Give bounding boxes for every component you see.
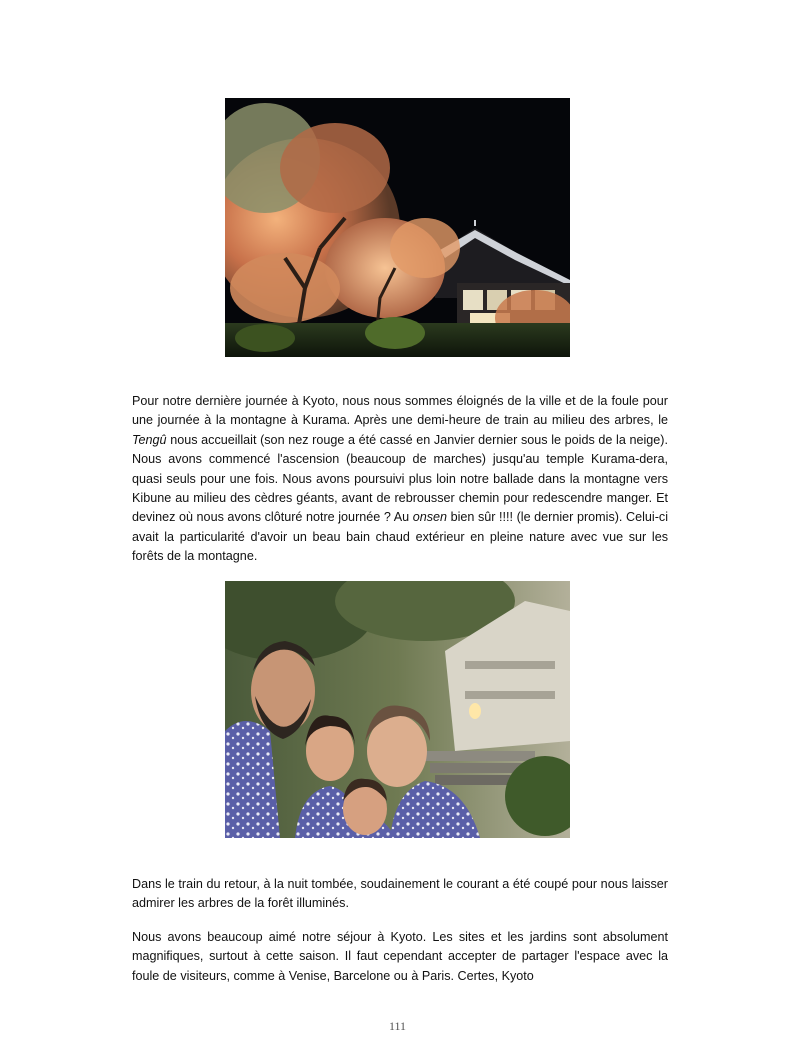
paragraph-kurama-day <box>132 392 668 567</box>
paragraph-text: bien sûr !!!! (le dernier promis). Celui-ci avait la particularité d'avoir un beau bain chaud extérieur en pleine nature avec vue sur les forêts de la montagne. <box>132 510 668 564</box>
paragraph-kyoto-summary: Nous avons beaucoup aimé notre séjour à Kyoto. Les sites et les jardins sont absolument magnifiques, surtout à cette saison. Il faut cependant accepter de partager l'espace avec la foule de visiteurs, comme à Venise, Barcelone ou à Paris. Certes, Kyoto <box>132 930 668 983</box>
temple-night-image <box>225 98 570 357</box>
family-selfie-image <box>225 581 570 838</box>
paragraph-train-return: Dans le train du retour, à la nuit tombée, soudainement le courant a été coupé pour nous laisser admirer les arbres de la forêt illuminés. <box>132 877 668 911</box>
emphasis-onsen: onsen <box>412 510 448 525</box>
photo-family-onsen <box>225 581 570 838</box>
paragraph-text: Pour notre dernière journée à Kyoto, nous nous sommes éloignés de la ville et de la foule pour une journée à la montagne à Kurama. Après une demi-heure de train au milieu des arbres, le <box>132 394 668 428</box>
emphasis-tengu: Tengû <box>132 432 167 447</box>
page-number: 111 <box>388 1019 407 1033</box>
paragraph-text: nous accueillait (son nez rouge a été cassé en Janvier dernier sous le poids de la neige). Nous avons commencé l'ascension (beaucoup de marches) jusqu'au temple Kurama-dera, quasi seuls pour une fois. Nous avons poursuivi plus loin notre ballade dans la montagne vers Kibune au milieu des cèdres géants, avant de rebrousser chemin pour redescendre manger. Et devinez où nous avons clôturé notre journée ? Au <box>132 432 668 525</box>
photo-temple-night <box>225 98 570 357</box>
